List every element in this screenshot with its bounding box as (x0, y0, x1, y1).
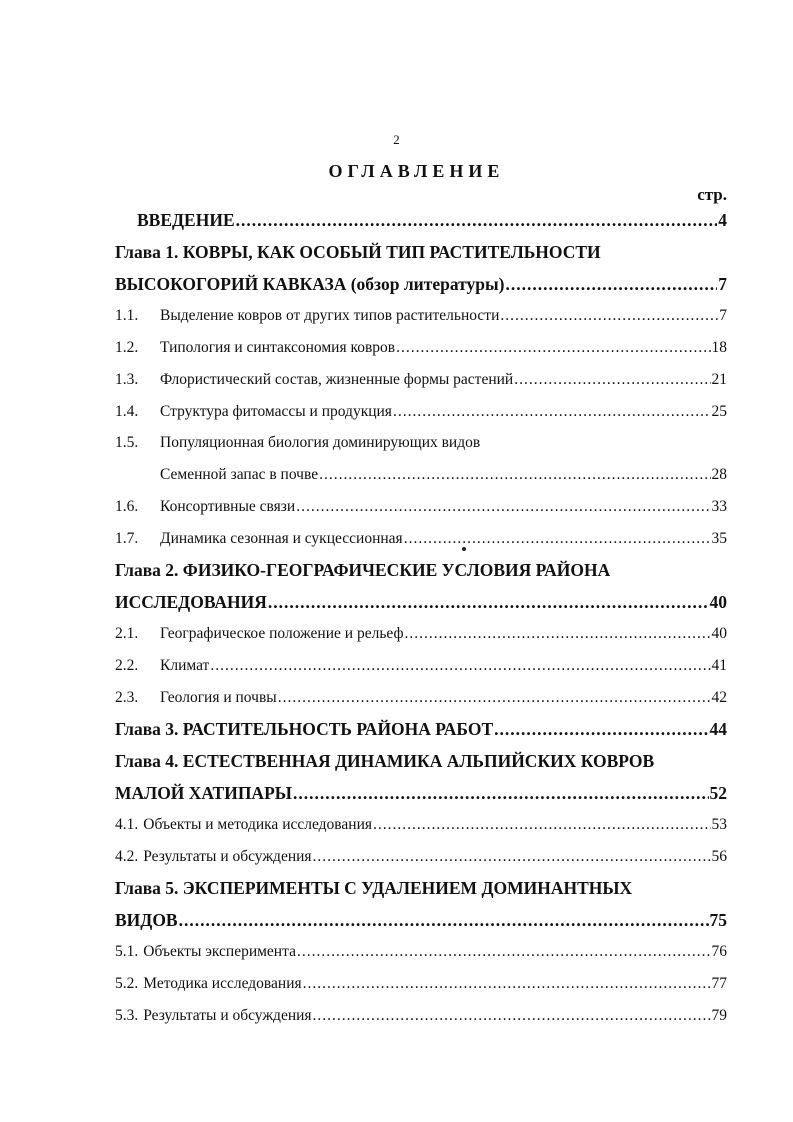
toc-entry-title: Динамика сезонная и сукцессионная (160, 529, 403, 547)
toc-entry-page: 35 (711, 529, 727, 547)
toc-entry-1-6[interactable] (115, 491, 727, 523)
toc-entry-title: Геология и почвы (160, 688, 277, 706)
dot-leader (236, 210, 718, 231)
toc-entry-number: 4.1. (115, 816, 139, 834)
toc-entry-title: Консортивные связи (160, 498, 296, 516)
toc-entry-title: Глава 2. ФИЗИКО-ГЕОГРАФИЧЕСКИЕ УСЛОВИЯ РАЙОНА (115, 560, 611, 581)
toc-entry-page: 18 (711, 339, 727, 357)
toc-entry-title: Климат (160, 657, 210, 675)
toc-entry-number: 2.3. (115, 688, 139, 706)
toc-entry-title: Типология и синтаксономия ковров (160, 339, 396, 357)
toc-entry-number: 1.3. (115, 370, 139, 388)
toc-entry-title: Объекты эксперимента (143, 943, 296, 961)
toc-entry-chapter-1-cont[interactable] (115, 269, 727, 301)
toc-heading: ОГЛАВЛЕНИЕ (328, 161, 505, 181)
dot-leader (210, 657, 710, 675)
toc-entry-page: 53 (711, 816, 727, 834)
toc-entry-chapter-2-cont[interactable] (115, 587, 727, 619)
dot-leader (405, 625, 711, 643)
toc-entry-chapter-4[interactable] (115, 746, 727, 778)
toc-entry-title: Популяционная биология доминирующих видов (160, 434, 481, 452)
toc-entry-page: 33 (711, 498, 727, 516)
toc-entry-title: Флористический состав, жизненные формы растений (160, 370, 514, 388)
toc-entry-4-2[interactable] (115, 841, 727, 873)
toc-entry-number: 5.2. (115, 975, 139, 993)
dot-leader (319, 466, 710, 484)
toc-entry-5-1[interactable] (115, 936, 727, 968)
toc-entry-2-1[interactable] (115, 618, 727, 650)
dot-leader (313, 1007, 711, 1025)
toc-entry-page: 41 (711, 657, 727, 675)
toc-entry-title: Семенной запас в почве (160, 466, 319, 484)
toc-entry-page: 28 (711, 466, 727, 484)
toc-entry-1-2[interactable] (115, 332, 727, 364)
toc-entry-number: 1.7. (115, 529, 139, 547)
toc-entry-page: 40 (709, 591, 727, 612)
toc-entry-5-3[interactable] (115, 1000, 727, 1032)
toc-entry-number: 1.1. (115, 307, 139, 325)
toc-entry-title: Методика исследования (143, 975, 302, 993)
toc-entry-chapter-4-cont[interactable] (115, 777, 727, 809)
toc-entry-page: 75 (709, 909, 727, 930)
toc-entry-title: ИССЛЕДОВАНИЯ (115, 591, 267, 612)
toc-entry-page: 25 (711, 402, 727, 420)
toc-entry-1-3[interactable] (115, 364, 727, 396)
toc-entry-1-7[interactable] (115, 523, 727, 555)
dot-leader (396, 339, 710, 357)
dot-leader (404, 530, 711, 548)
toc-entry-title: Объекты и методика исследования (143, 816, 373, 834)
dot-leader (500, 307, 718, 325)
toc-entry-chapter-3[interactable] (115, 714, 727, 746)
dot-leader (296, 498, 710, 516)
dot-leader (278, 689, 711, 707)
dot-leader (179, 910, 709, 931)
toc-entry-number: 1.4. (115, 402, 139, 420)
toc-entry-title: Глава 4. ЕСТЕСТВЕННАЯ ДИНАМИКА АЛЬПИЙСКИХ КОВРОВ (115, 750, 655, 771)
dot-leader (293, 783, 709, 804)
toc-entry-title: Глава 1. КОВРЫ, КАК ОСОБЫЙ ТИП РАСТИТЕЛЬНОСТИ (115, 242, 601, 263)
toc-entry-number: 1.6. (115, 498, 139, 516)
toc-entry-number: 5.1. (115, 943, 139, 961)
toc-entry-page: 52 (709, 782, 727, 803)
page-number: 2 (393, 132, 400, 147)
dot-leader (268, 592, 709, 613)
scan-speck (462, 547, 466, 551)
toc-entry-number: 2.2. (115, 657, 139, 675)
toc-entry-1-4[interactable] (115, 396, 727, 428)
toc-entry-chapter-1[interactable] (115, 237, 727, 269)
toc-entry-1-5-cont[interactable] (115, 459, 727, 491)
toc-entry-page: 76 (711, 943, 727, 961)
table-of-contents (115, 205, 727, 1032)
toc-entry-page: 42 (711, 688, 727, 706)
dot-leader (303, 975, 711, 993)
page-column-label: стр. (697, 185, 727, 204)
toc-entry-page: 79 (711, 1006, 727, 1024)
dot-leader (494, 719, 708, 740)
toc-entry-page: 77 (711, 975, 727, 993)
toc-entry-title: Глава 5. ЭКСПЕРИМЕНТЫ С УДАЛЕНИЕМ ДОМИНАНТНЫХ (115, 878, 633, 899)
toc-entry-title: Глава 3. РАСТИТЕЛЬНОСТЬ РАЙОНА РАБОТ (115, 719, 494, 740)
toc-entry-5-2[interactable] (115, 968, 727, 1000)
toc-entry-page: 7 (719, 307, 727, 325)
toc-entry-4-1[interactable] (115, 809, 727, 841)
toc-entry-chapter-2[interactable] (115, 555, 727, 587)
toc-entry-page: 56 (711, 847, 727, 865)
toc-entry-title: ВИДОВ (115, 909, 178, 930)
dot-leader (297, 943, 711, 961)
toc-entry-title: ВЫСОКОГОРИЙ КАВКАЗА (обзор литературы) (115, 273, 505, 294)
toc-entry-title: Выделение ковров от других типов растительности (160, 307, 500, 325)
toc-entry-title: Структура фитомассы и продукция (160, 402, 392, 420)
toc-entry-title: Результаты и обсуждения (143, 1006, 312, 1024)
dot-leader (373, 816, 710, 834)
toc-entry-1-1[interactable] (115, 300, 727, 332)
toc-entry-number: 2.1. (115, 625, 139, 643)
dot-leader (313, 848, 711, 866)
toc-entry-page: 44 (709, 719, 727, 740)
toc-entry-page: 21 (711, 370, 727, 388)
toc-entry-2-3[interactable] (115, 682, 727, 714)
dot-leader (514, 371, 710, 389)
toc-entry-chapter-5[interactable] (115, 873, 727, 905)
toc-entry-2-2[interactable] (115, 650, 727, 682)
toc-entry-title: Результаты и обсуждения (143, 847, 312, 865)
toc-entry-introduction[interactable] (115, 205, 727, 237)
toc-entry-page: 4 (718, 210, 727, 231)
dot-leader (393, 403, 711, 421)
toc-entry-number: 4.2. (115, 847, 139, 865)
toc-entry-page: 7 (718, 273, 727, 294)
toc-entry-chapter-5-cont[interactable] (115, 905, 727, 937)
toc-entry-number: 5.3. (115, 1006, 139, 1024)
dot-leader (505, 274, 717, 295)
toc-entry-title: Географическое положение и рельеф (160, 625, 404, 643)
toc-entry-title: МАЛОЙ ХАТИПАРЫ (115, 782, 292, 803)
toc-entry-title: ВВЕДЕНИЕ (137, 210, 235, 231)
toc-entry-page: 40 (711, 625, 727, 643)
toc-entry-number: 1.2. (115, 339, 139, 357)
toc-entry-number: 1.5. (115, 434, 139, 452)
toc-entry-1-5[interactable] (115, 428, 727, 460)
